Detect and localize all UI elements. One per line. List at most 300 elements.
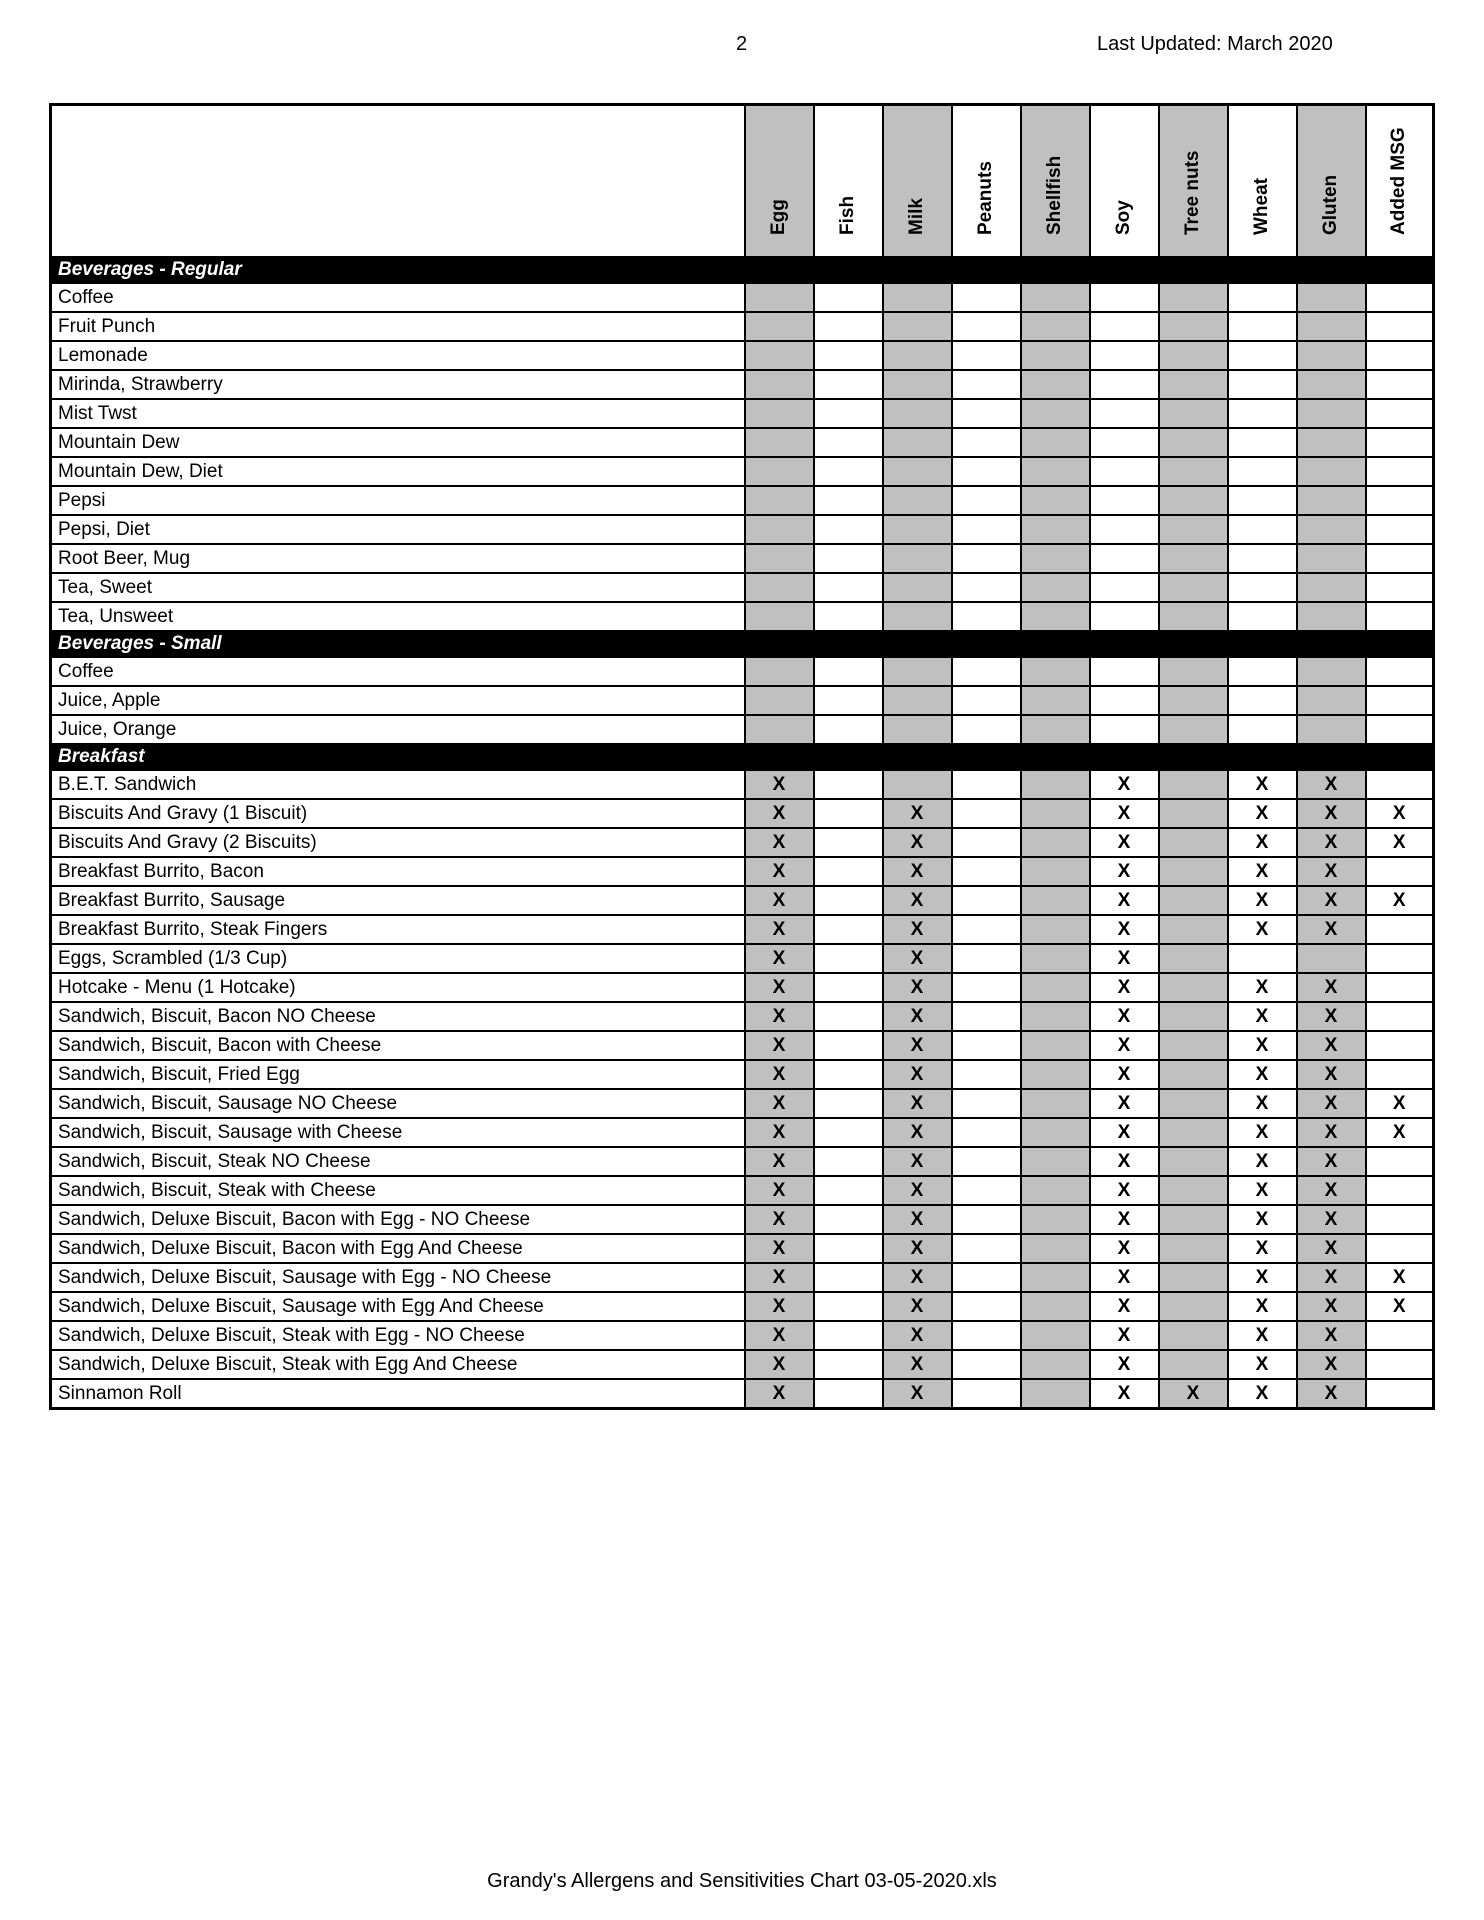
allergen-mark-peanuts	[952, 544, 1021, 573]
allergen-mark-egg	[745, 544, 814, 573]
last-updated-date: Last Updated: March 2020	[1097, 33, 1333, 55]
allergen-mark-wheat: X	[1228, 1060, 1297, 1089]
allergen-mark-fish	[814, 915, 883, 944]
allergen-mark-wheat	[1228, 573, 1297, 602]
allergen-label: Soy	[1113, 200, 1134, 235]
allergen-mark-shellfish	[1021, 657, 1090, 686]
menu-item-name: Sandwich, Biscuit, Bacon NO Cheese	[51, 1002, 745, 1031]
table-row	[51, 770, 1434, 799]
allergen-mark-peanuts	[952, 428, 1021, 457]
allergen-mark-wheat	[1228, 515, 1297, 544]
allergen-mark-wheat: X	[1228, 1379, 1297, 1409]
menu-item-name: Mountain Dew, Diet	[51, 457, 745, 486]
allergen-mark-egg: X	[745, 828, 814, 857]
allergen-mark-peanuts	[952, 657, 1021, 686]
allergen-mark-shellfish	[1021, 1031, 1090, 1060]
allergen-mark-tree-nuts	[1159, 399, 1228, 428]
allergen-mark-egg: X	[745, 1176, 814, 1205]
table-row	[51, 341, 1434, 370]
allergen-mark-gluten	[1297, 341, 1366, 370]
allergen-mark-wheat	[1228, 544, 1297, 573]
allergen-mark-wheat	[1228, 399, 1297, 428]
allergen-mark-peanuts	[952, 341, 1021, 370]
allergen-mark-added-msg	[1366, 657, 1434, 686]
allergen-mark-egg	[745, 486, 814, 515]
table-row	[51, 1002, 1434, 1031]
allergen-mark-milk: X	[883, 886, 952, 915]
allergen-mark-added-msg	[1366, 715, 1434, 744]
allergen-mark-milk	[883, 341, 952, 370]
allergen-mark-added-msg	[1366, 515, 1434, 544]
allergen-mark-peanuts	[952, 715, 1021, 744]
allergen-mark-milk: X	[883, 1031, 952, 1060]
allergen-label: Fish	[837, 195, 858, 235]
allergen-mark-wheat	[1228, 312, 1297, 341]
menu-item-name: Fruit Punch	[51, 312, 745, 341]
allergen-mark-gluten: X	[1297, 915, 1366, 944]
allergen-mark-gluten	[1297, 657, 1366, 686]
allergen-mark-shellfish	[1021, 370, 1090, 399]
allergen-mark-wheat	[1228, 428, 1297, 457]
allergen-mark-fish	[814, 486, 883, 515]
table-row	[51, 399, 1434, 428]
allergen-mark-soy: X	[1090, 886, 1159, 915]
allergen-mark-soy: X	[1090, 1321, 1159, 1350]
allergen-header-peanuts	[952, 105, 1021, 258]
allergen-mark-tree-nuts	[1159, 1234, 1228, 1263]
table-row	[51, 1176, 1434, 1205]
allergen-mark-milk: X	[883, 1060, 952, 1089]
allergen-mark-fish	[814, 1321, 883, 1350]
allergen-mark-shellfish	[1021, 428, 1090, 457]
allergen-mark-tree-nuts	[1159, 857, 1228, 886]
allergen-mark-shellfish	[1021, 828, 1090, 857]
allergen-mark-peanuts	[952, 828, 1021, 857]
allergen-mark-wheat: X	[1228, 1263, 1297, 1292]
allergen-mark-peanuts	[952, 457, 1021, 486]
allergen-mark-tree-nuts	[1159, 341, 1228, 370]
section-header-row	[51, 744, 1434, 770]
section-header-row	[51, 257, 1434, 283]
allergen-mark-added-msg	[1366, 457, 1434, 486]
allergen-mark-shellfish	[1021, 915, 1090, 944]
allergen-mark-shellfish	[1021, 1147, 1090, 1176]
allergen-mark-fish	[814, 1031, 883, 1060]
allergen-mark-wheat: X	[1228, 828, 1297, 857]
allergen-mark-milk	[883, 428, 952, 457]
allergen-mark-peanuts	[952, 886, 1021, 915]
allergen-label: Wheat	[1251, 178, 1272, 235]
allergen-mark-added-msg: X	[1366, 1118, 1434, 1147]
allergen-mark-egg	[745, 399, 814, 428]
allergen-mark-egg: X	[745, 799, 814, 828]
allergen-mark-tree-nuts	[1159, 657, 1228, 686]
allergen-mark-fish	[814, 770, 883, 799]
allergen-mark-gluten: X	[1297, 1292, 1366, 1321]
allergen-chart-table	[49, 103, 1435, 1410]
menu-item-name: Sandwich, Deluxe Biscuit, Steak with Egg - NO Cheese	[51, 1321, 745, 1350]
table-row	[51, 457, 1434, 486]
allergen-mark-soy	[1090, 399, 1159, 428]
allergen-mark-tree-nuts	[1159, 1350, 1228, 1379]
menu-item-name: Biscuits And Gravy (1 Biscuit)	[51, 799, 745, 828]
allergen-mark-added-msg	[1366, 973, 1434, 1002]
allergen-mark-peanuts	[952, 1234, 1021, 1263]
allergen-mark-peanuts	[952, 1031, 1021, 1060]
allergen-mark-soy	[1090, 370, 1159, 399]
allergen-mark-egg	[745, 428, 814, 457]
allergen-mark-wheat	[1228, 944, 1297, 973]
menu-item-name: B.E.T. Sandwich	[51, 770, 745, 799]
allergen-mark-egg	[745, 715, 814, 744]
menu-item-name: Sandwich, Deluxe Biscuit, Sausage with Egg - NO Cheese	[51, 1263, 745, 1292]
allergen-mark-added-msg: X	[1366, 886, 1434, 915]
allergen-mark-wheat: X	[1228, 1118, 1297, 1147]
allergen-mark-shellfish	[1021, 312, 1090, 341]
allergen-mark-egg: X	[745, 1234, 814, 1263]
allergen-mark-added-msg	[1366, 428, 1434, 457]
allergen-mark-gluten: X	[1297, 1321, 1366, 1350]
allergen-mark-gluten: X	[1297, 886, 1366, 915]
table-row	[51, 944, 1434, 973]
allergen-mark-tree-nuts	[1159, 973, 1228, 1002]
allergen-mark-peanuts	[952, 1089, 1021, 1118]
allergen-mark-shellfish	[1021, 1321, 1090, 1350]
menu-item-name: Hotcake - Menu (1 Hotcake)	[51, 973, 745, 1002]
menu-item-name: Juice, Orange	[51, 715, 745, 744]
allergen-mark-soy: X	[1090, 1002, 1159, 1031]
allergen-mark-milk	[883, 686, 952, 715]
allergen-mark-peanuts	[952, 283, 1021, 312]
allergen-mark-soy	[1090, 515, 1159, 544]
allergen-mark-egg: X	[745, 857, 814, 886]
allergen-mark-soy	[1090, 312, 1159, 341]
allergen-mark-wheat: X	[1228, 799, 1297, 828]
allergen-mark-tree-nuts: X	[1159, 1379, 1228, 1409]
allergen-mark-milk	[883, 770, 952, 799]
allergen-mark-egg	[745, 573, 814, 602]
allergen-mark-added-msg	[1366, 486, 1434, 515]
allergen-mark-peanuts	[952, 1147, 1021, 1176]
allergen-mark-milk	[883, 657, 952, 686]
allergen-mark-added-msg	[1366, 1031, 1434, 1060]
allergen-mark-milk	[883, 457, 952, 486]
table-row	[51, 1350, 1434, 1379]
allergen-mark-wheat	[1228, 370, 1297, 399]
table-row	[51, 1321, 1434, 1350]
allergen-mark-fish	[814, 944, 883, 973]
allergen-mark-added-msg	[1366, 1205, 1434, 1234]
allergen-mark-soy: X	[1090, 1350, 1159, 1379]
allergen-mark-gluten: X	[1297, 857, 1366, 886]
allergen-mark-fish	[814, 1205, 883, 1234]
allergen-mark-shellfish	[1021, 1176, 1090, 1205]
allergen-header-added-msg	[1366, 105, 1434, 258]
allergen-mark-gluten	[1297, 486, 1366, 515]
allergen-mark-shellfish	[1021, 973, 1090, 1002]
allergen-mark-tree-nuts	[1159, 1147, 1228, 1176]
allergen-mark-milk	[883, 715, 952, 744]
table-row	[51, 828, 1434, 857]
allergen-mark-wheat: X	[1228, 973, 1297, 1002]
allergen-mark-gluten: X	[1297, 1118, 1366, 1147]
allergen-mark-milk: X	[883, 1205, 952, 1234]
table-row	[51, 1205, 1434, 1234]
table-row	[51, 1031, 1434, 1060]
allergen-mark-added-msg	[1366, 1002, 1434, 1031]
table-row	[51, 1118, 1434, 1147]
allergen-mark-egg: X	[745, 1205, 814, 1234]
allergen-mark-peanuts	[952, 312, 1021, 341]
table-row	[51, 370, 1434, 399]
allergen-mark-shellfish	[1021, 715, 1090, 744]
table-row	[51, 1060, 1434, 1089]
allergen-mark-milk	[883, 515, 952, 544]
menu-item-name: Mist Twst	[51, 399, 745, 428]
allergen-mark-egg	[745, 283, 814, 312]
allergen-mark-gluten	[1297, 312, 1366, 341]
allergen-mark-added-msg	[1366, 944, 1434, 973]
allergen-mark-tree-nuts	[1159, 1002, 1228, 1031]
allergen-mark-shellfish	[1021, 283, 1090, 312]
allergen-mark-fish	[814, 283, 883, 312]
allergen-mark-milk: X	[883, 857, 952, 886]
allergen-mark-wheat: X	[1228, 915, 1297, 944]
allergen-mark-added-msg	[1366, 770, 1434, 799]
table-row	[51, 1379, 1434, 1409]
allergen-header-tree-nuts	[1159, 105, 1228, 258]
allergen-mark-shellfish	[1021, 1234, 1090, 1263]
allergen-mark-added-msg	[1366, 370, 1434, 399]
allergen-mark-added-msg	[1366, 1234, 1434, 1263]
table-row	[51, 1147, 1434, 1176]
allergen-mark-wheat	[1228, 686, 1297, 715]
menu-item-name: Sandwich, Biscuit, Steak with Cheese	[51, 1176, 745, 1205]
allergen-mark-peanuts	[952, 1379, 1021, 1409]
allergen-mark-milk: X	[883, 1321, 952, 1350]
allergen-mark-milk	[883, 312, 952, 341]
allergen-mark-egg: X	[745, 1147, 814, 1176]
allergen-chart-body	[51, 257, 1434, 1409]
allergen-mark-fish	[814, 312, 883, 341]
allergen-mark-soy: X	[1090, 915, 1159, 944]
allergen-mark-shellfish	[1021, 602, 1090, 631]
allergen-mark-tree-nuts	[1159, 486, 1228, 515]
allergen-mark-egg: X	[745, 1060, 814, 1089]
allergen-mark-fish	[814, 1002, 883, 1031]
allergen-mark-egg: X	[745, 1089, 814, 1118]
allergen-mark-milk: X	[883, 1379, 952, 1409]
footer-filename: Grandy's Allergens and Sensitivities Chart 03-05-2020.xls	[487, 1870, 997, 1892]
allergen-mark-soy	[1090, 657, 1159, 686]
allergen-mark-milk: X	[883, 1234, 952, 1263]
allergen-mark-shellfish	[1021, 1379, 1090, 1409]
allergen-mark-added-msg	[1366, 573, 1434, 602]
allergen-mark-fish	[814, 370, 883, 399]
allergen-mark-wheat: X	[1228, 1321, 1297, 1350]
menu-item-name: Root Beer, Mug	[51, 544, 745, 573]
allergen-label: Milk	[906, 198, 927, 235]
allergen-mark-shellfish	[1021, 515, 1090, 544]
allergen-mark-peanuts	[952, 1118, 1021, 1147]
allergen-mark-soy	[1090, 457, 1159, 486]
allergen-header-row	[51, 105, 1434, 258]
allergen-mark-milk: X	[883, 1089, 952, 1118]
allergen-mark-soy: X	[1090, 1147, 1159, 1176]
allergen-mark-peanuts	[952, 573, 1021, 602]
allergen-mark-soy: X	[1090, 828, 1159, 857]
allergen-mark-wheat: X	[1228, 1176, 1297, 1205]
allergen-mark-shellfish	[1021, 1060, 1090, 1089]
menu-item-name: Juice, Apple	[51, 686, 745, 715]
table-row	[51, 515, 1434, 544]
allergen-mark-egg: X	[745, 1263, 814, 1292]
allergen-mark-fish	[814, 428, 883, 457]
allergen-mark-gluten: X	[1297, 1089, 1366, 1118]
allergen-mark-gluten	[1297, 515, 1366, 544]
allergen-mark-soy	[1090, 686, 1159, 715]
allergen-mark-peanuts	[952, 944, 1021, 973]
allergen-mark-soy: X	[1090, 944, 1159, 973]
allergen-mark-peanuts	[952, 1292, 1021, 1321]
allergen-mark-wheat: X	[1228, 1234, 1297, 1263]
allergen-mark-tree-nuts	[1159, 283, 1228, 312]
allergen-mark-shellfish	[1021, 686, 1090, 715]
allergen-mark-soy: X	[1090, 1089, 1159, 1118]
allergen-mark-gluten	[1297, 686, 1366, 715]
allergen-mark-milk: X	[883, 944, 952, 973]
menu-item-name: Sandwich, Deluxe Biscuit, Bacon with Egg And Cheese	[51, 1234, 745, 1263]
table-row	[51, 428, 1434, 457]
menu-item-name: Breakfast Burrito, Sausage	[51, 886, 745, 915]
allergen-mark-egg: X	[745, 944, 814, 973]
allergen-mark-tree-nuts	[1159, 715, 1228, 744]
allergen-mark-soy	[1090, 283, 1159, 312]
table-row	[51, 857, 1434, 886]
allergen-mark-soy: X	[1090, 973, 1159, 1002]
allergen-mark-egg	[745, 312, 814, 341]
table-row	[51, 312, 1434, 341]
allergen-mark-peanuts	[952, 857, 1021, 886]
allergen-mark-soy: X	[1090, 1060, 1159, 1089]
menu-item-name: Eggs, Scrambled (1/3 Cup)	[51, 944, 745, 973]
menu-item-name: Breakfast Burrito, Steak Fingers	[51, 915, 745, 944]
allergen-mark-gluten: X	[1297, 1379, 1366, 1409]
allergen-mark-added-msg	[1366, 1060, 1434, 1089]
allergen-label: Peanuts	[975, 161, 996, 235]
allergen-mark-wheat	[1228, 715, 1297, 744]
allergen-mark-shellfish	[1021, 544, 1090, 573]
allergen-mark-gluten: X	[1297, 1350, 1366, 1379]
table-row	[51, 283, 1434, 312]
allergen-mark-milk: X	[883, 915, 952, 944]
allergen-mark-fish	[814, 857, 883, 886]
allergen-mark-soy: X	[1090, 799, 1159, 828]
allergen-mark-gluten	[1297, 399, 1366, 428]
allergen-mark-fish	[814, 715, 883, 744]
allergen-mark-gluten: X	[1297, 1263, 1366, 1292]
allergen-mark-gluten: X	[1297, 1205, 1366, 1234]
allergen-mark-gluten: X	[1297, 828, 1366, 857]
menu-item-name: Sandwich, Biscuit, Steak NO Cheese	[51, 1147, 745, 1176]
allergen-label: Egg	[768, 199, 789, 235]
allergen-mark-shellfish	[1021, 341, 1090, 370]
allergen-mark-wheat	[1228, 657, 1297, 686]
allergen-header-wheat	[1228, 105, 1297, 258]
allergen-mark-shellfish	[1021, 457, 1090, 486]
allergen-mark-fish	[814, 828, 883, 857]
menu-item-name: Sandwich, Biscuit, Fried Egg	[51, 1060, 745, 1089]
allergen-header-fish	[814, 105, 883, 258]
allergen-mark-shellfish	[1021, 1263, 1090, 1292]
allergen-mark-milk	[883, 602, 952, 631]
allergen-mark-peanuts	[952, 1350, 1021, 1379]
allergen-mark-fish	[814, 1234, 883, 1263]
allergen-mark-wheat: X	[1228, 1147, 1297, 1176]
allergen-mark-peanuts	[952, 973, 1021, 1002]
section-header-row	[51, 631, 1434, 657]
item-name-header	[51, 105, 745, 258]
allergen-mark-fish	[814, 1118, 883, 1147]
allergen-mark-fish	[814, 886, 883, 915]
allergen-mark-egg: X	[745, 886, 814, 915]
allergen-mark-added-msg	[1366, 1321, 1434, 1350]
allergen-mark-shellfish	[1021, 799, 1090, 828]
allergen-mark-added-msg	[1366, 283, 1434, 312]
allergen-mark-tree-nuts	[1159, 544, 1228, 573]
allergen-mark-tree-nuts	[1159, 686, 1228, 715]
allergen-mark-wheat: X	[1228, 886, 1297, 915]
menu-item-name: Pepsi, Diet	[51, 515, 745, 544]
allergen-mark-wheat	[1228, 602, 1297, 631]
allergen-mark-egg	[745, 686, 814, 715]
menu-item-name: Biscuits And Gravy (2 Biscuits)	[51, 828, 745, 857]
allergen-mark-wheat: X	[1228, 1031, 1297, 1060]
table-row	[51, 602, 1434, 631]
table-row	[51, 915, 1434, 944]
table-row	[51, 1234, 1434, 1263]
allergen-mark-added-msg	[1366, 857, 1434, 886]
allergen-mark-gluten: X	[1297, 1147, 1366, 1176]
allergen-mark-soy: X	[1090, 1379, 1159, 1409]
allergen-label: Tree nuts	[1182, 150, 1203, 235]
allergen-mark-shellfish	[1021, 399, 1090, 428]
menu-item-name: Sandwich, Deluxe Biscuit, Steak with Egg And Cheese	[51, 1350, 745, 1379]
allergen-mark-wheat: X	[1228, 770, 1297, 799]
allergen-mark-gluten: X	[1297, 799, 1366, 828]
allergen-mark-fish	[814, 341, 883, 370]
allergen-mark-tree-nuts	[1159, 515, 1228, 544]
allergen-mark-milk: X	[883, 1350, 952, 1379]
allergen-mark-shellfish	[1021, 1089, 1090, 1118]
allergen-mark-egg: X	[745, 1350, 814, 1379]
allergen-mark-gluten: X	[1297, 770, 1366, 799]
allergen-mark-milk: X	[883, 799, 952, 828]
allergen-mark-milk	[883, 399, 952, 428]
allergen-mark-gluten	[1297, 457, 1366, 486]
allergen-mark-fish	[814, 1147, 883, 1176]
table-row	[51, 686, 1434, 715]
allergen-mark-fish	[814, 515, 883, 544]
allergen-mark-fish	[814, 457, 883, 486]
menu-item-name: Coffee	[51, 283, 745, 312]
table-row	[51, 1089, 1434, 1118]
table-row	[51, 973, 1434, 1002]
table-row	[51, 573, 1434, 602]
allergen-mark-peanuts	[952, 602, 1021, 631]
allergen-mark-milk: X	[883, 1263, 952, 1292]
allergen-mark-peanuts	[952, 399, 1021, 428]
